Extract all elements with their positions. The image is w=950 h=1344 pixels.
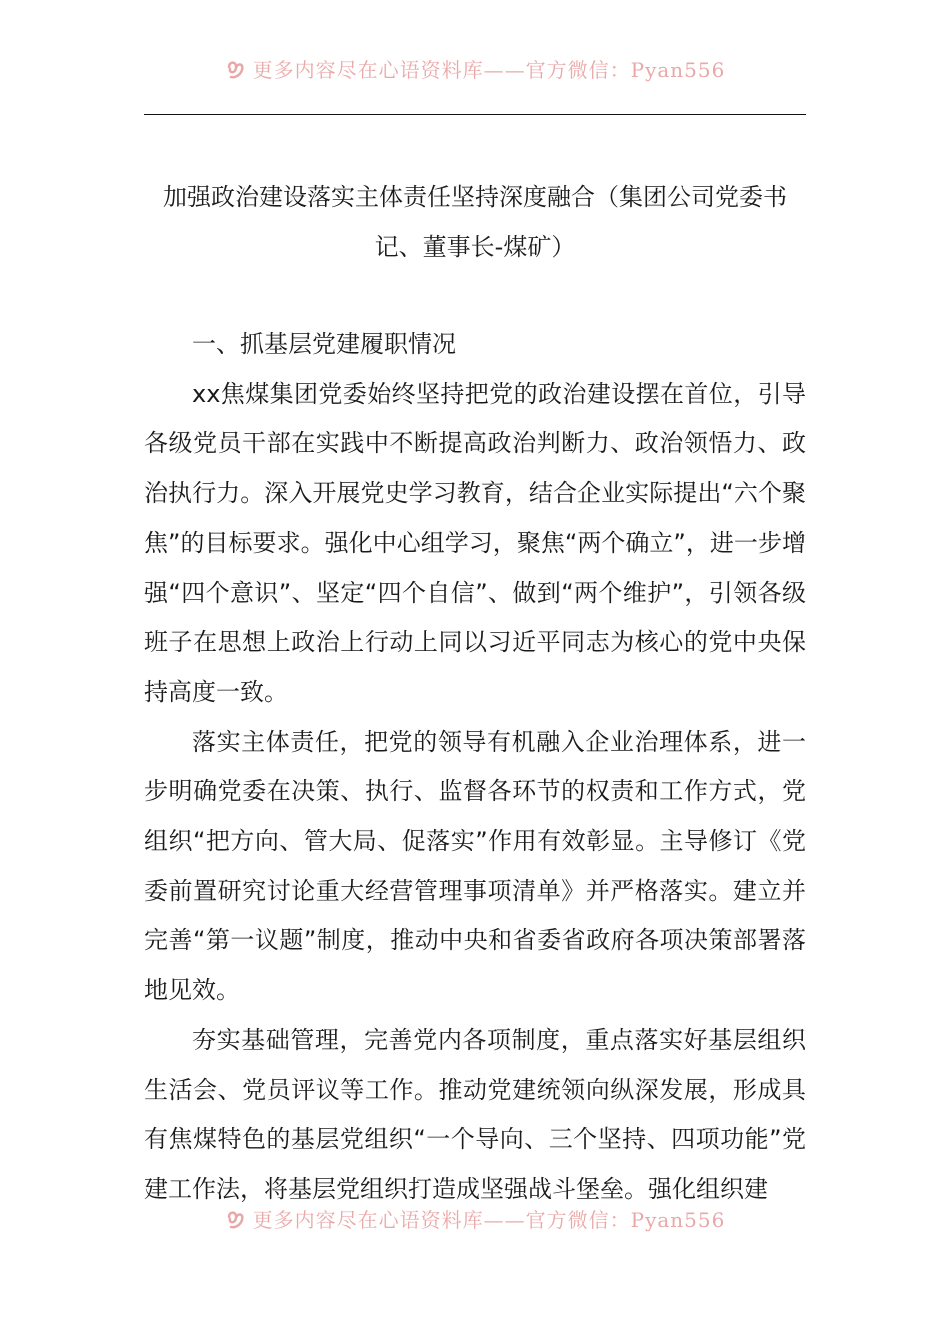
watermark-text: 更多内容尽在心语资料库——官方微信：Pyan556 [252, 58, 726, 82]
watermark-footer [0, 1208, 950, 1232]
header-rule [144, 114, 806, 115]
watermark-text: 更多内容尽在心语资料库——官方微信：Pyan556 [252, 1208, 726, 1232]
document-body [144, 320, 806, 1215]
section-heading: 一、抓基层党建履职情况 [192, 330, 456, 358]
logo-icon [225, 1209, 247, 1231]
document-title: 加强政治建设落实主体责任坚持深度融合（集团公司党委书记、董事长-煤矿） [163, 183, 787, 261]
watermark-header [0, 58, 950, 82]
body-paragraph: 落实主体责任，把党的领导有机融入企业治理体系，进一步明确党委在决策、执行、监督各环节的权责和工作方式，党组织“把方向、管大局、促落实”作用有效彰显。主导修订《党委前置研究讨论重大经营管理事项清单》并严格落实。建立并完善“第一议题”制度，推动中央和省委省政府各项决策部署落地见效。 [144, 727, 806, 1005]
body-paragraph: xx焦煤集团党委始终坚持把党的政治建设摆在首位，引导各级党员干部在实践中不断提高政治判断力、政治领悟力、政治执行力。深入开展党史学习教育，结合企业实际提出“六个聚焦”的目标要求。强化中心组学习，聚焦“两个确立”，进一步增强“四个意识”、坚定“四个自信”、做到“两个维护”，引领各级班子在思想上政治上行动上同以习近平同志为核心的党中央保持高度一致。 [144, 379, 806, 706]
body-paragraph: 夯实基础管理，完善党内各项制度，重点落实好基层组织生活会、党员评议等工作。推动党建统领向纵深发展，形成具有焦煤特色的基层党组织“一个导向、三个坚持、四项功能”党建工作法，将基层党组织打造成坚强战斗堡垒。强化组织建 [144, 1025, 806, 1203]
logo-icon [225, 59, 247, 81]
